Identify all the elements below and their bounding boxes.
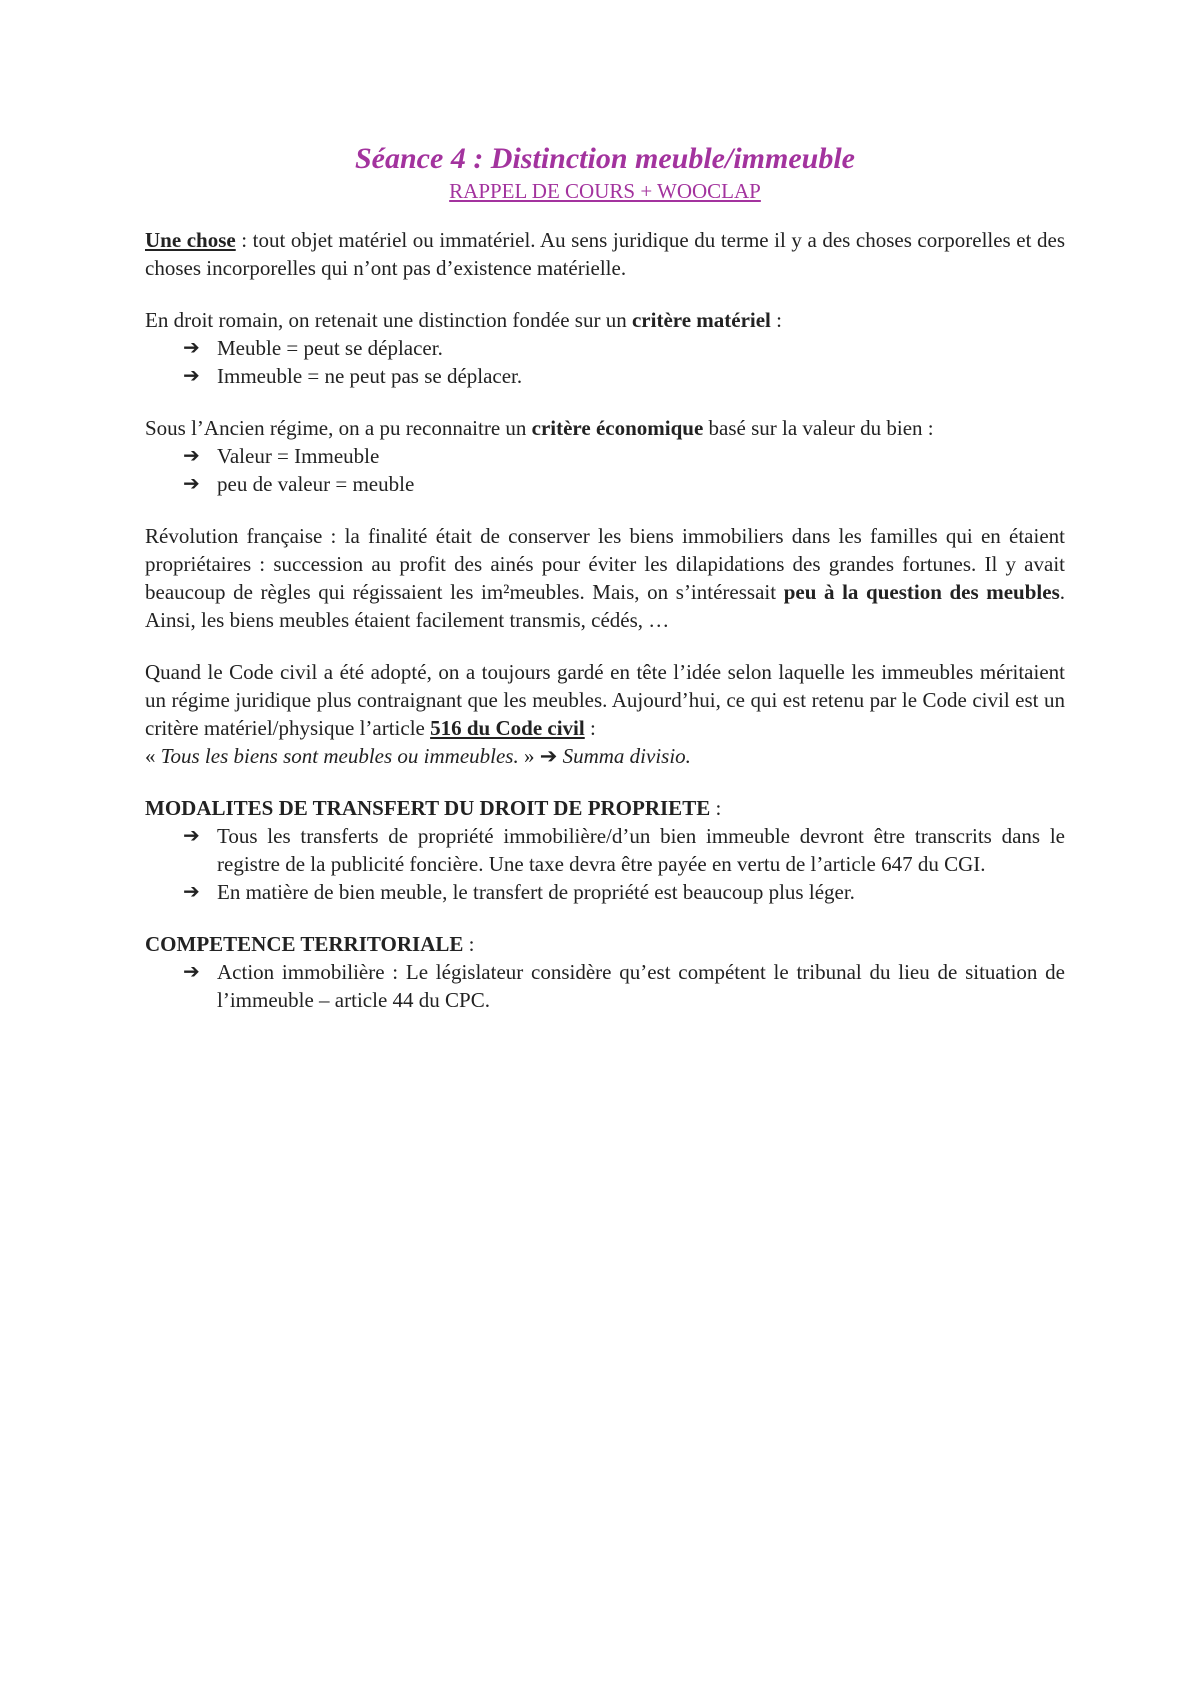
roman-law-lead: En droit romain, on retenait une distinction fondée sur un [145,308,632,332]
list-item-text: Meuble = peut se déplacer. [217,336,443,360]
roman-law-tail: : [770,308,782,332]
quote-open: « [145,744,161,768]
definition-text: : tout objet matériel ou immatériel. Au sens juridique du terme il y a des choses corporelles et des choses incorporelles qui n’ont pas d’existence matérielle. [145,228,1065,280]
section-heading-colon: : [463,932,475,956]
code-civil-lead: Quand le Code civil a été adopté, on a toujours gardé en tête l’idée selon laquelle les immeubles méritaient un régime juridique plus contraignant que les meubles. Aujourd’hui, ce qui est retenu par le Code civil est un critère matériel/physique l’article [145,660,1065,740]
list-item [183,958,1065,1014]
revolution-emphasis: peu à la question des meubles [783,580,1060,604]
competence-list [145,958,1065,1014]
roman-law-criterion: critère matériel [631,308,771,332]
document-page [145,140,1065,1038]
list-item-text: Tous les transferts de propriété immobilière/d’un bien immeuble devront être transcrits dans le registre de la publicité foncière. Une taxe devra être payée en vertu de l’article 647 du CGI. [217,824,1065,876]
arrow-icon: ➔ [183,473,200,495]
list-item [183,334,1065,362]
definition-paragraph [145,226,1065,282]
ancien-regime-list [145,442,1065,498]
section-heading-text: COMPETENCE TERRITORIALE [145,932,464,956]
code-civil-paragraph [145,658,1065,770]
ancien-regime-criterion: critère économique [531,416,704,440]
section-heading-competence [145,930,1065,958]
revolution-paragraph [145,522,1065,634]
list-item-text: Action immobilière : Le législateur considère qu’est compétent le tribunal du lieu de situation de l’immeuble – article 44 du CPC. [217,960,1065,1012]
arrow-icon: ➔ [183,445,200,467]
section-heading-colon: : [710,796,722,820]
section-heading-transfert [145,794,1065,822]
list-item [183,362,1065,390]
arrow-icon: ➔ [183,961,200,983]
arrow-icon: ➔ [183,825,200,847]
list-item [183,470,1065,498]
list-item-text: En matière de bien meuble, le transfert de propriété est beaucoup plus léger. [217,880,855,904]
revolution-lead: Révolution française : la finalité était de conserver les biens immobiliers dans les familles qui en étaient propriétaires : succession au profit des ainés pour éviter les dilapidations des grandes fortunes. Il y avait beaucoup de règles qui régissaient les im²meubles. Mais, on s’intéressait [145,524,1065,604]
ancien-regime-paragraph [145,414,1065,442]
section-heading-text: MODALITES DE TRANSFERT DU DROIT DE PROPRIETE [145,796,711,820]
roman-law-list [145,334,1065,390]
arrow-icon: ➔ [183,337,200,359]
list-item-text: Immeuble = ne peut pas se déplacer. [217,364,523,388]
article-quote: Tous les biens sont meubles ou immeubles. [160,744,519,768]
page-subtitle: RAPPEL DE COURS + WOOCLAP [449,179,761,203]
transfert-list [145,822,1065,906]
defined-term: Une chose [145,228,236,252]
page-title: Séance 4 : Distinction meuble/immeuble [355,142,855,175]
list-item-text: Valeur = Immeuble [217,444,380,468]
ancien-regime-tail: basé sur la valeur du bien : [703,416,934,440]
list-item [183,878,1065,906]
arrow-icon: ➔ [539,744,558,768]
roman-law-paragraph [145,306,1065,334]
list-item [183,442,1065,470]
article-reference: 516 du Code civil [430,716,585,740]
article-colon: : [584,716,596,740]
quote-close: » [518,744,540,768]
ancien-regime-lead: Sous l’Ancien régime, on a pu reconnaitre un [145,416,532,440]
latin-term: Summa divisio. [562,744,691,768]
list-item-text: peu de valeur = meuble [217,472,415,496]
arrow-icon: ➔ [183,881,200,903]
list-item [183,822,1065,878]
arrow-icon: ➔ [183,365,200,387]
revolution-tail: . Ainsi, les biens meubles étaient facilement transmis, cédés, … [145,580,1065,632]
